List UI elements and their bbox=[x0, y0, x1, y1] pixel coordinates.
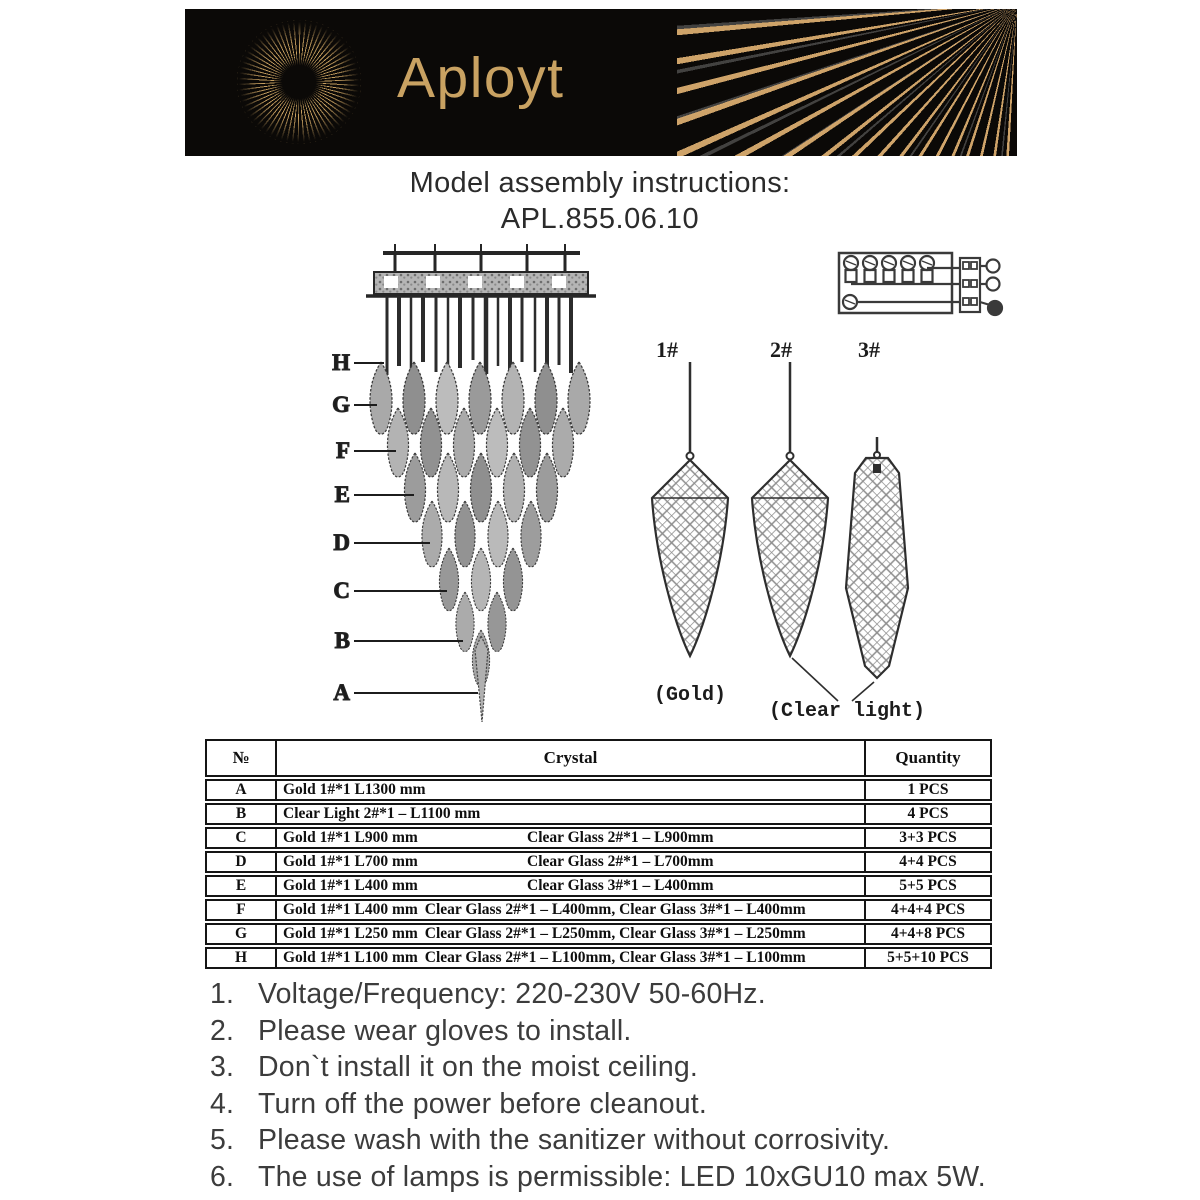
row-quantity: 3+3 PCS bbox=[866, 827, 992, 849]
table-header-row bbox=[205, 739, 992, 777]
item-text: Turn off the power before cleanout. bbox=[258, 1087, 708, 1120]
parts-table bbox=[205, 737, 992, 971]
row-letter: G bbox=[205, 923, 277, 945]
row-crystal: Gold 1#*1 L400 mm Clear Glass 2#*1 – L400mm, Clear Glass 3#*1 – L400mm bbox=[277, 899, 866, 921]
tier-label-a: A bbox=[333, 680, 350, 705]
row-crystal: Gold 1#*1 L400 mm Clear Glass 3#*1 – L400mm bbox=[277, 875, 866, 897]
list-item bbox=[210, 1088, 986, 1125]
pendant-1-label: 1# bbox=[656, 337, 678, 362]
brand-name: Aployt bbox=[397, 46, 565, 110]
row-quantity: 1 PCS bbox=[866, 779, 992, 801]
instructions-list bbox=[210, 978, 986, 1197]
title-block bbox=[0, 167, 1200, 236]
row-letter: C bbox=[205, 827, 277, 849]
col-header-quantity: Quantity bbox=[866, 739, 992, 777]
row-quantity: 4+4+8 PCS bbox=[866, 923, 992, 945]
table-row bbox=[205, 803, 992, 825]
pendant-1-drawing bbox=[652, 337, 728, 656]
row-quantity: 5+5+10 PCS bbox=[866, 947, 992, 969]
item-number: 6. bbox=[210, 1160, 235, 1193]
list-item bbox=[210, 978, 986, 1015]
list-item bbox=[210, 1051, 986, 1088]
caption-gold: (Gold) bbox=[653, 684, 727, 707]
row-quantity: 4+4+4 PCS bbox=[866, 899, 992, 921]
tier-label-g: G bbox=[332, 392, 350, 417]
model-number: APL.855.06.10 bbox=[500, 203, 700, 235]
list-item bbox=[210, 1161, 986, 1198]
pendant-2-drawing bbox=[752, 337, 828, 656]
col-header-crystal: Crystal bbox=[277, 739, 866, 777]
item-number: 2. bbox=[210, 1014, 235, 1047]
tier-label-b: B bbox=[334, 628, 350, 653]
row-crystal: Gold 1#*1 L1300 mm bbox=[277, 779, 866, 801]
row-crystal: Clear Light 2#*1 – L1100 mm bbox=[277, 803, 866, 825]
item-text: Please wash with the sanitizer without corrosivity. bbox=[258, 1124, 891, 1156]
item-number: 3. bbox=[210, 1051, 235, 1083]
table-row bbox=[205, 827, 992, 849]
tier-label-e: E bbox=[334, 482, 350, 507]
pendant-3-label: 3# bbox=[858, 337, 880, 362]
col-header-num: № bbox=[205, 739, 277, 777]
list-item bbox=[210, 1015, 986, 1052]
tier-labels bbox=[332, 350, 350, 705]
row-quantity: 4+4 PCS bbox=[866, 851, 992, 873]
item-text: Don`t install it on the moist ceiling. bbox=[258, 1051, 699, 1083]
item-number: 1. bbox=[210, 978, 235, 1010]
table-row bbox=[205, 851, 992, 873]
table-row bbox=[205, 923, 992, 945]
table-row bbox=[205, 947, 992, 969]
row-crystal: Gold 1#*1 L100 mm Clear Glass 2#*1 – L100mm, Clear Glass 3#*1 – L100mm bbox=[277, 947, 866, 969]
row-crystal: Gold 1#*1 L250 mm Clear Glass 2#*1 – L250mm, Clear Glass 3#*1 – L250mm bbox=[277, 923, 866, 945]
row-crystal: Gold 1#*1 L700 mm Clear Glass 2#*1 – L700mm bbox=[277, 851, 866, 873]
item-text: Voltage/Frequency: 220-230V 50-60Hz. bbox=[258, 978, 766, 1010]
row-crystal: Gold 1#*1 L900 mm Clear Glass 2#*1 – L900mm bbox=[277, 827, 866, 849]
sunburst-logo-icon bbox=[237, 20, 361, 144]
row-letter: A bbox=[205, 779, 277, 801]
page-title: Model assembly instructions: bbox=[409, 167, 791, 199]
table-row bbox=[205, 899, 992, 921]
pendant-3-drawing bbox=[846, 337, 908, 678]
corner-rays-icon bbox=[677, 9, 1017, 156]
row-letter: D bbox=[205, 851, 277, 873]
item-number: 5. bbox=[210, 1124, 235, 1156]
tier-label-c: C bbox=[333, 578, 350, 603]
table-row bbox=[205, 875, 992, 897]
tier-label-h: H bbox=[332, 350, 350, 375]
pendant-2-label: 2# bbox=[770, 337, 792, 362]
chandelier-drawing bbox=[332, 244, 596, 722]
wiring-diagram bbox=[839, 253, 1002, 315]
assembly-diagram bbox=[200, 238, 1010, 730]
row-letter: H bbox=[205, 947, 277, 969]
row-quantity: 4 PCS bbox=[866, 803, 992, 825]
row-letter: F bbox=[205, 899, 277, 921]
tier-label-d: D bbox=[333, 530, 350, 555]
item-number: 4. bbox=[210, 1087, 235, 1120]
row-letter: B bbox=[205, 803, 277, 825]
row-quantity: 5+5 PCS bbox=[866, 875, 992, 897]
tier-label-f: F bbox=[335, 438, 350, 463]
row-letter: E bbox=[205, 875, 277, 897]
brand-banner bbox=[185, 9, 1017, 156]
item-text: The use of lamps is permissible: LED 10xGU10 max 5W. bbox=[258, 1160, 986, 1193]
list-item bbox=[210, 1124, 986, 1161]
item-text: Please wear gloves to install. bbox=[258, 1014, 632, 1047]
table-row bbox=[205, 779, 992, 801]
caption-clear-light: (Clear light) bbox=[768, 700, 926, 723]
